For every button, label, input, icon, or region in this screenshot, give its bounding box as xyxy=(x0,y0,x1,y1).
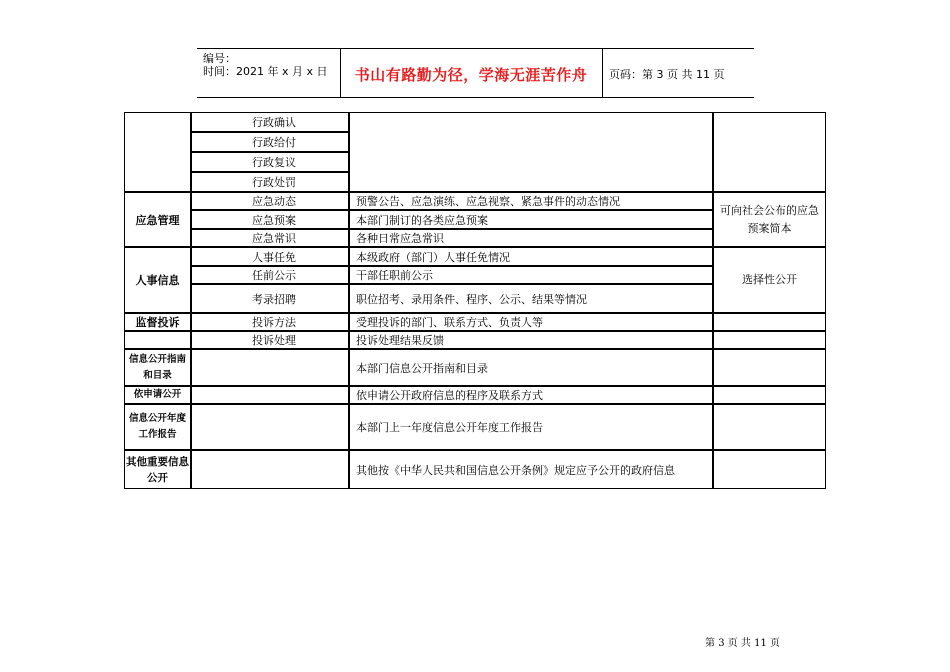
category-cell-empty xyxy=(124,112,191,192)
description-cell: 本部门制订的各类应急预案 xyxy=(349,210,713,229)
subitem-cell: 行政给付 xyxy=(191,132,349,152)
description-cell: 职位招考、录用条件、程序、公示、结果等情况 xyxy=(349,284,713,313)
description-cell: 投诉处理结果反馈 xyxy=(349,331,713,349)
subitem-cell: 行政复议 xyxy=(191,152,349,172)
note-cell-empty xyxy=(713,386,826,404)
subitem-cell: 考录招聘 xyxy=(191,284,349,313)
description-cell: 本部门上一年度信息公开年度工作报告 xyxy=(349,404,713,450)
description-cell: 预警公告、应急演练、应急视察、紧急事件的动态情况 xyxy=(349,192,713,210)
subitem-cell-empty xyxy=(191,349,349,386)
note-cell-empty xyxy=(713,313,826,331)
note-personnel: 选择性公开 xyxy=(713,247,826,313)
category-other: 其他重要信息公开 xyxy=(124,450,191,489)
category-annual-report: 信息公开年度工作报告 xyxy=(124,404,191,450)
description-cell: 受理投诉的部门、联系方式、负责人等 xyxy=(349,313,713,331)
description-cell: 干部任职前公示 xyxy=(349,266,713,284)
note-cell-empty xyxy=(713,404,826,450)
subitem-cell: 行政处罚 xyxy=(191,172,349,192)
subitem-cell: 任前公示 xyxy=(191,266,349,284)
disclosure-table xyxy=(124,112,826,489)
description-cell: 各种日常应急常识 xyxy=(349,229,713,247)
subitem-cell: 投诉方法 xyxy=(191,313,349,331)
note-cell-empty xyxy=(713,112,826,192)
subitem-cell: 行政确认 xyxy=(191,112,349,132)
note-cell-empty xyxy=(713,331,826,349)
subitem-cell-empty xyxy=(191,450,349,489)
header-meta xyxy=(203,52,328,78)
category-emergency: 应急管理 xyxy=(124,192,191,247)
category-guide: 信息公开指南和目录 xyxy=(124,349,191,386)
subitem-cell: 应急预案 xyxy=(191,210,349,229)
note-cell-empty xyxy=(713,450,826,489)
category-personnel: 人事信息 xyxy=(124,247,191,313)
header-motto: 书山有路勤为径，学海无涯苦作舟 xyxy=(354,66,588,84)
subitem-cell: 投诉处理 xyxy=(191,331,349,349)
page-header xyxy=(197,48,754,98)
category-by-request: 依申请公开 xyxy=(124,386,191,404)
note-emergency: 可向社会公布的应急预案简本 xyxy=(713,192,826,247)
serial-label: 编号： xyxy=(203,52,236,65)
page-footer: 第 3 页 共 11 页 xyxy=(705,638,780,649)
subitem-cell: 应急动态 xyxy=(191,192,349,210)
page-number-label: 页码：第 3 页 共 11 页 xyxy=(609,68,725,81)
subitem-cell-empty xyxy=(191,386,349,404)
subitem-cell: 人事任免 xyxy=(191,247,349,266)
category-cell-empty xyxy=(124,331,191,349)
note-cell-empty xyxy=(713,349,826,386)
subitem-cell-empty xyxy=(191,404,349,450)
time-label: 时间：2021 年 x 月 x 日 xyxy=(203,65,328,78)
category-supervision: 监督投诉 xyxy=(124,313,191,331)
description-cell: 其他按《中华人民共和国信息公开条例》规定应予公开的政府信息 xyxy=(349,450,713,489)
subitem-cell: 应急常识 xyxy=(191,229,349,247)
header-divider xyxy=(602,49,603,97)
description-cell: 本级政府（部门）人事任免情况 xyxy=(349,247,713,266)
description-cell: 依申请公开政府信息的程序及联系方式 xyxy=(349,386,713,404)
description-cell-empty xyxy=(349,112,713,192)
description-cell: 本部门信息公开指南和目录 xyxy=(349,349,713,386)
